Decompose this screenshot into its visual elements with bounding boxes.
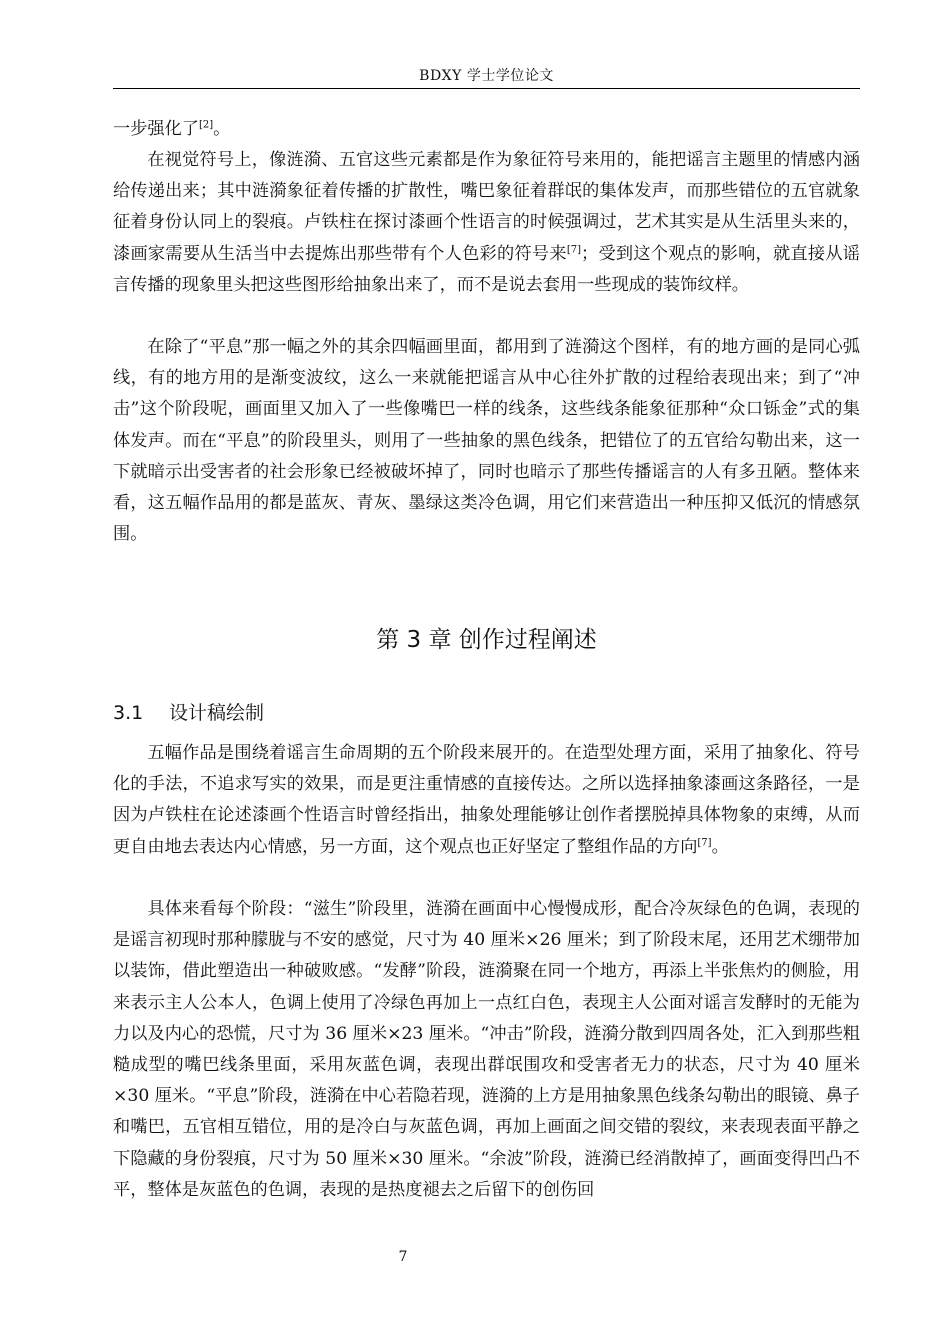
citation-ref[interactable]: [2] xyxy=(198,119,214,131)
paragraph-text: 一步强化了 xyxy=(113,119,199,139)
header-divider xyxy=(113,88,860,89)
running-header: BDXY 学士学位论文 xyxy=(419,68,554,84)
citation-ref[interactable]: [7] xyxy=(566,243,581,255)
paragraph-text: 在视觉符号上，像涟漪、五官这些元素都是作为象征符号来用的，能把谣言主题里的情感内涵给传递出来；其中涟漪象征着传播的扩散性，嘴巴象征着群氓的集体发声，而那些错位的五官就象征着身份认同上的裂痕。卢铁柱在探讨漆画个性语言的时候强调过，艺术其实是从生活里头来的，漆画家需要从生活当中去提炼出那些带有个人色彩的符号来 xyxy=(113,150,860,264)
paragraph-continued xyxy=(113,114,860,145)
paragraph-visual-symbols xyxy=(113,145,860,301)
paragraph-ripple-pattern: 在除了“平息”那一幅之外的其余四幅画里面，都用到了涟漪这个图样，有的地方画的是同心弧线，有的地方用的是渐变波纹，这么一来就能把谣言从中心往外扩散的过程给表现出来；到了“冲击”这个阶段呢，画面里又加入了一些像嘴巴一样的线条，这些线条能象征那种“众口铄金”式的集体发声。而在“平息”的阶段里头，则用了一些抽象的黑色线条，把错位了的五官给勾勒出来，这一下就暗示出受害者的社会形象已经被破坏掉了，同时也暗示了那些传播谣言的人有多丑陋。整体来看，这五幅作品用的都是蓝灰、青灰、墨绿这类冷色调，用它们来营造出一种压抑又低沉的情感氛围。 xyxy=(113,337,860,545)
section-number: 3.1 xyxy=(113,702,144,724)
paragraph-five-works xyxy=(113,738,860,863)
section-title-text: 设计稿绘制 xyxy=(169,702,265,724)
paragraph-stages: 具体来看每个阶段：“滋生”阶段里，涟漪在画面中心慢慢成形，配合冷灰绿色的色调，表现的是谣言初现时那种朦胧与不安的感觉，尺寸为 40 厘米×26 厘米；到了阶段末尾，还用艺术绷带加以装饰，借此塑造出一种破败感。“发酵”阶段，涟漪聚在同一个地方，再添上半张焦灼的侧脸，用来表示主人公本人，色调上使用了冷绿色再加上一点红白色，表现主人公面对谣言发酵时的无能为力以及内心的恐慌，尺寸为 36 厘米×23 厘米。“冲击”阶段，涟漪分散到四周各处，汇入到那些粗糙成型的嘴巴线条里面，采用灰蓝色调，表现出群氓围攻和受害者无力的状态，尺寸为 40 厘米×30 厘米。“平息”阶段，涟漪在中心若隐若现，涟漪的上方是用抽象黑色线条勾勒出的眼镜、鼻子和嘴巴，五官相互错位，用的是冷白与灰蓝色调，再加上画面之间交错的裂纹，来表现表面平静之下隐藏的身份裂痕，尺寸为 50 厘米×30 厘米。“余波”阶段，涟漪已经消散掉了，画面变得凹凸不平，整体是灰蓝色的色调，表现的是热度褪去之后留下的创伤回 xyxy=(113,899,860,1200)
chapter-title: 第 3 章 创作过程阐述 xyxy=(376,627,597,653)
page-number: 7 xyxy=(398,1249,408,1265)
paragraph-end: 。 xyxy=(213,119,231,139)
paragraph-text: ；受到这个观点的影响，就直接从谣言传播的现象里头把这些图形给抽象出来了，而不是说去套用一些现成的装饰纹样。 xyxy=(113,243,860,295)
section-heading xyxy=(113,698,264,728)
citation-ref[interactable]: [7] xyxy=(697,836,712,848)
paragraph-text: 五幅作品是围绕着谣言生命周期的五个阶段来展开的。在造型处理方面，采用了抽象化、符号化的手法，不追求写实的效果，而是更注重情感的直接传达。之所以选择抽象漆画这条路径，一是因为卢铁柱在论述漆画个性语言时曾经指出，抽象处理能够让创作者摆脱掉具体物象的束缚，从而更自由地去表达内心情感，另一方面，这个观点也正好坚定了整组作品的方向 xyxy=(113,743,860,857)
paragraph-end: 。 xyxy=(711,836,729,857)
